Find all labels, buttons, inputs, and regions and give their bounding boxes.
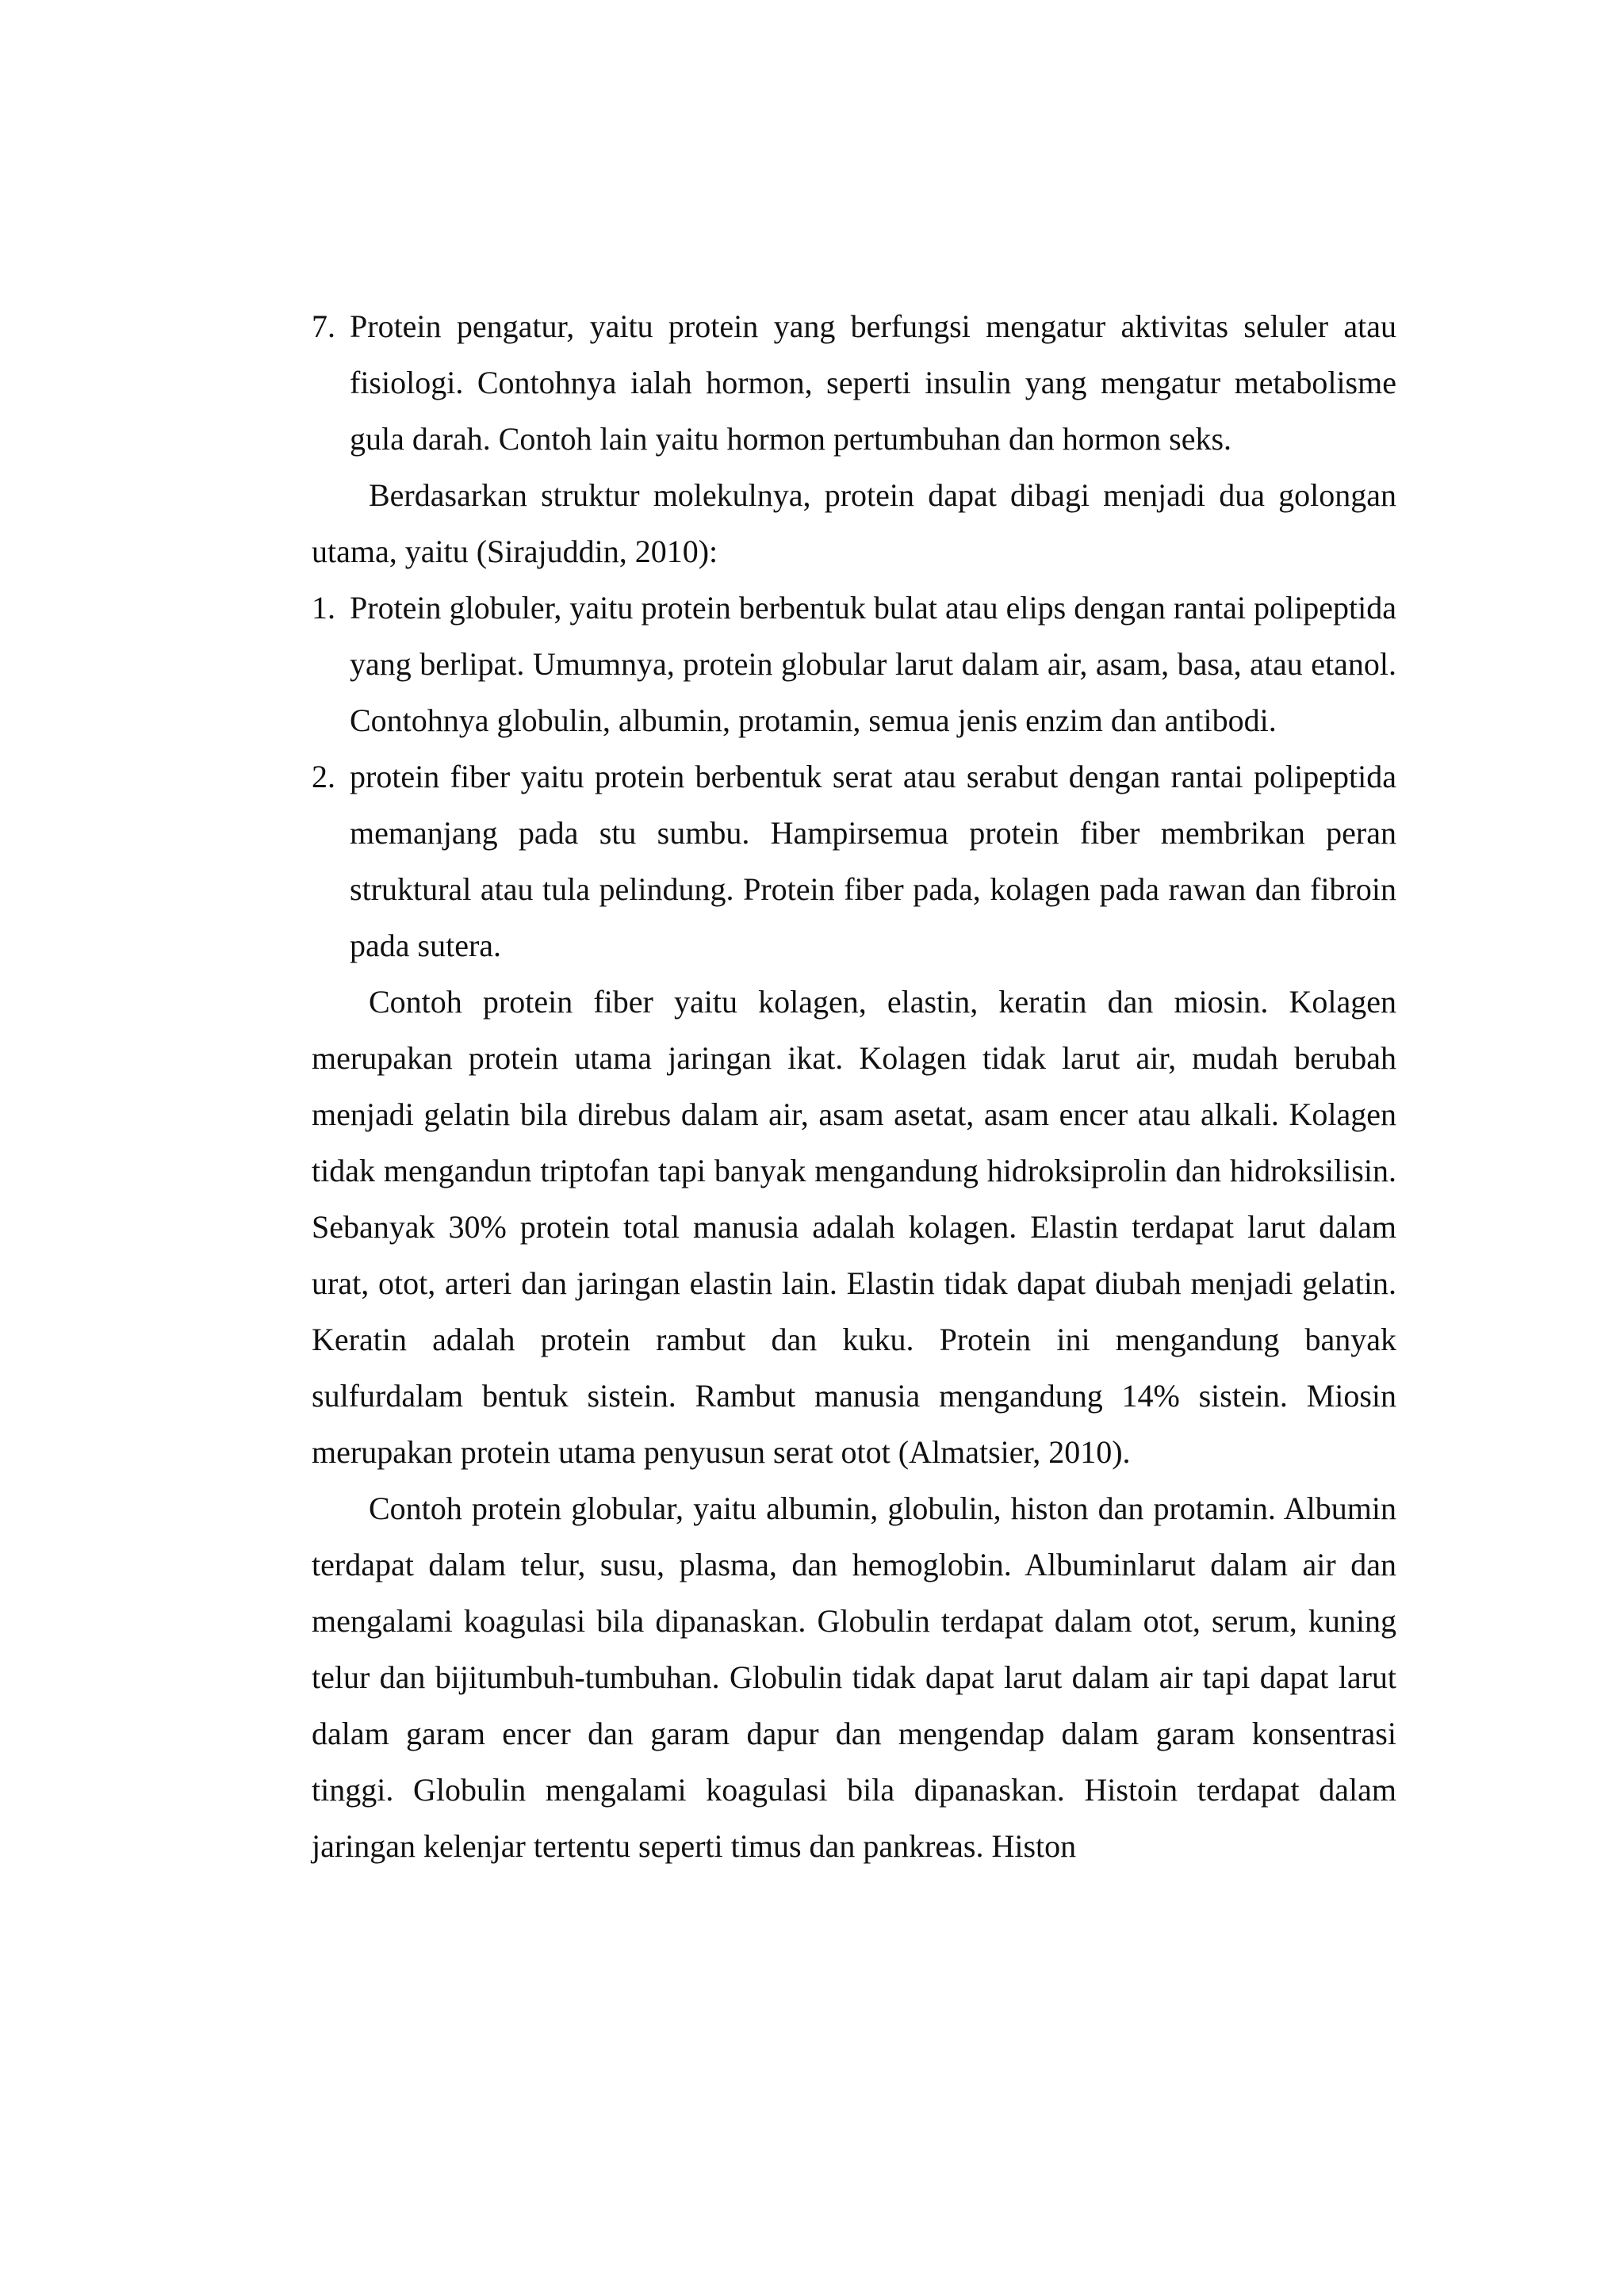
list-item-text: Protein pengatur, yaitu protein yang berfungsi mengatur aktivitas seluler atau fisiologi. Contohnya ialah hormon, seperti insulin yang mengatur metabolisme gula darah. Contoh lain yaitu hormon pertumbuhan dan hormon seks. (350, 308, 1396, 457)
list-number: 2. (312, 759, 335, 794)
list-item-protein-pengatur (312, 298, 1396, 467)
paragraph-fiber-examples: Contoh protein fiber yaitu kolagen, elastin, keratin dan miosin. Kolagen merupakan protein utama jaringan ikat. Kolagen tidak larut air, mudah berubah menjadi gelatin bila direbus dalam air, asam asetat, asam encer atau alkali. Kolagen tidak mengandun triptofan tapi banyak mengandung hidroksiprolin dan hidroksilisin. Sebanyak 30% protein total manusia adalah kolagen. Elastin terdapat larut dalam urat, otot, arteri dan jaringan elastin lain. Elastin tidak dapat diubah menjadi gelatin. Keratin adalah protein rambut dan kuku. Protein ini mengandung banyak sulfurdalam bentuk sistein. Rambut manusia mengandung 14% sistein. Miosin merupakan protein utama penyusun serat otot (Almatsier, 2010). (312, 984, 1396, 1470)
list-item-text: Protein globuler, yaitu protein berbentuk bulat atau elips dengan rantai polipeptida yang berlipat. Umumnya, protein globular larut dalam air, asam, basa, atau etanol. Contohnya globulin, albumin, protamin, semua jenis enzim dan antibodi. (350, 590, 1396, 738)
paragraph-intro: Berdasarkan struktur molekulnya, protein dapat dibagi menjadi dua golongan utama, yaitu (Sirajuddin, 2010): (312, 477, 1396, 569)
list-number: 7. (312, 308, 335, 344)
list-item-protein-fiber (312, 748, 1396, 974)
list-number: 1. (312, 590, 335, 626)
page-body (312, 298, 1396, 1874)
list-item-text: protein fiber yaitu protein berbentuk serat atau serabut dengan rantai polipeptida memanjang pada stu sumbu. Hampirsemua protein fiber membrikan peran struktural atau tula pelindung. Protein fiber pada, kolagen pada rawan dan fibroin pada sutera. (350, 759, 1396, 963)
paragraph-globular-examples: Contoh protein globular, yaitu albumin, globulin, histon dan protamin. Albumin terdapat dalam telur, susu, plasma, dan hemoglobin. Albuminlarut dalam air dan mengalami koagulasi bila dipanaskan. Globulin terdapat dalam otot, serum, kuning telur dan bijitumbuh-tumbuhan. Globulin tidak dapat larut dalam air tapi dapat larut dalam garam encer dan garam dapur dan mengendap dalam garam konsentrasi tinggi. Globulin mengalami koagulasi bila dipanaskan. Histoin terdapat dalam jaringan kelenjar tertentu seperti timus dan pankreas. Histon (312, 1490, 1396, 1864)
list-item-protein-globuler (312, 580, 1396, 748)
